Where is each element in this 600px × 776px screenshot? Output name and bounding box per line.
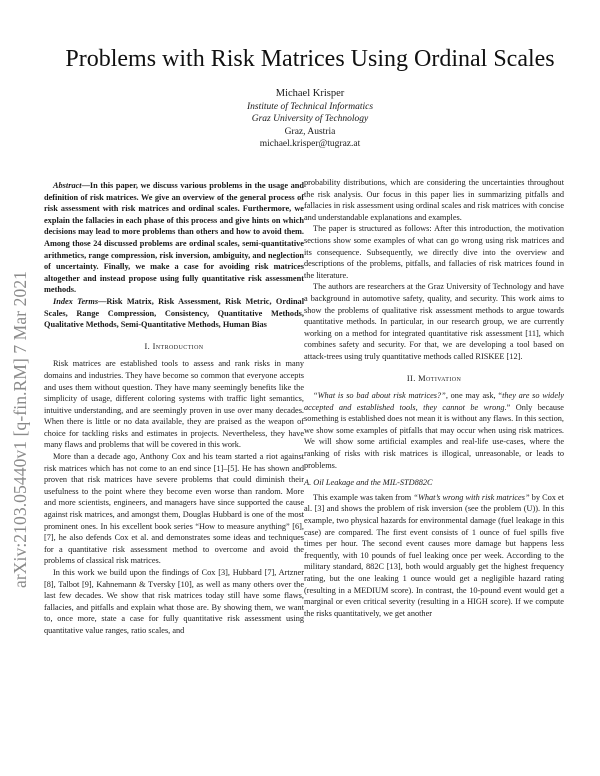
index-terms-lead: Index Terms — [53, 296, 99, 306]
right-column — [304, 177, 564, 619]
author-email: michael.krisper@tugraz.at — [259, 139, 361, 150]
motivation-quote-1-tail: , one may ask, “ — [445, 391, 503, 401]
author-university: Graz University of Technology — [251, 114, 369, 125]
oil-leakage-intro: This example was taken from — [313, 492, 414, 502]
motivation-quote-2: they are so widely accepted and established tools, they cannot be wrong — [304, 391, 564, 412]
index-terms-body: —Risk Matrix, Risk Assessment, Risk Metric, Ordinal Scales, Range Compression, Consistency, Quantitative Methods, Qualitative Methods, Semi-Quantitative Methods, Human Bias — [44, 296, 305, 330]
intro-paragraph-3: In this work we build upon the findings of Cox [3], Hubbard [7], Artzner [8], Talbot [9], Kahnemann & Tversky [10], as well as many others over the last few decades. We show that risk matrices today still have some flaws, fallacies, and pitfalls and explain what those are. By showing them, we want to, once more, state a case for fully quantitative risk assessment using quantitative value ranges, ratio scales, and — [44, 568, 304, 635]
oil-leakage-cited-title: “What’s wrong with risk matrices” — [413, 492, 530, 502]
motivation-paragraph-1 — [304, 390, 564, 471]
motivation-quote-1: “What is so bad about risk matrices?” — [313, 391, 446, 401]
abstract-paragraph — [44, 180, 304, 296]
intro-paragraph-2: More than a decade ago, Anthony Cox and his team started a riot against risk matrices which has not come to an end since [1]–[5]. He has shown and proven that risk matrices have severe problems that could diminish their usefulness to the point where they become even worse than random. More and more scientists, engineers, and managers have since supported the cause against risk matrices, and amongst them, Douglas Hubbard is one of the most prominent ones. In his excellent book series “How to measure anything” [6], [7], he also defends Cox et al. and demonstrates some ideas and techniques for a quantitative risk assessment method to overcome and avoid the problems of classical risk matrices. — [44, 452, 304, 566]
motivation-body: .” Only because something is established does not mean it is without any flaws. In this section, we show some examples of pitfalls that may occur when using risk matrices. We will show some artificial examples and real-life use-cases, where the ranking of risks with risk matrices is illogical, unreasonable, or leads to problems. — [304, 402, 564, 470]
arxiv-identifier: arXiv:2103.05440v1 [q-fin.RM] 7 Mar 2021 — [10, 270, 30, 588]
section-heading-introduction: I. Introduction — [144, 341, 204, 351]
author-location: Graz, Austria — [284, 126, 336, 137]
intro-paragraph-4: The paper is structured as follows: After this introduction, the motivation sections show some examples of what can go wrong using risk matrices and its consequence. Subsequently, we directly dive into the overview and descriptions of the problems, pitfalls, and fallacies of risk matrices found in the literature. — [304, 224, 564, 280]
author-institute: Institute of Technical Informatics — [246, 101, 374, 112]
abstract-lead: Abstract — [53, 181, 82, 190]
paper-title: Problems with Risk Matrices Using Ordinal Scales — [65, 46, 555, 72]
intro-paragraph-1: Risk matrices are established tools to assess and rank risks in many domains and industries. They have become so common that everyone accepts and uses them without question. They have many seemingly benefits like the simplicity of usage, different coloring systems with traffic light semantics, intuitive understanding, and are seemingly proven in use over many decades. When there is little or no data available, they are praised as the weapon of choice for tackling risks and estimates in projects. Nevertheless, they have many flaws and problems that will be covered in this work. — [44, 359, 304, 450]
left-column — [44, 180, 304, 637]
oil-leakage-paragraph — [304, 492, 564, 620]
intro-paragraph-3-continued: probability distributions, which are considering the uncertainties throughout the risk analysis. Our focus in this paper lies in summarizing pitfalls and fallacies in risk assessment using ordinal scales and risk matrices with concise and understandable explanations and examples. — [304, 178, 564, 222]
author-block — [140, 88, 480, 151]
oil-leakage-body: by Cox et al. [3] and shows the problem of risk inversion (see the problem (U)). In this example, two physical hazards for environmental damage (fuel leakage in this case) are compared. The first event consists of 1 ounce of fuel spills five times per hour. The second event causes more damage but happens less frequently, with 10 pounds of fuel leaking once per week. According to the military standard, 882C [13], both would arguably get the highest frequency rating, but the one leaking 1 ounce would get a negligible hazard rating (resulting in a MEDIUM score). In contrast, the 10-pound event would get a marginal or even critical severity (resulting in a HIGH score). If we compute the risks quantitatively, we get another — [304, 492, 564, 618]
intro-paragraph-5: The authors are researchers at the Graz University of Technology and have a background in automotive safety, quality, and security. This work aims to show the problems of qualitative risk assessment methods to argue towards quantitative methods. In particular, in our research group, we are currently working on a method for integrated quantitative risk assessment [11], which combines safety and security. For that, we are developing a tool based on attack-trees using truly quantitative methods called RISKEE [12]. — [304, 282, 564, 361]
abstract-section — [44, 180, 304, 331]
abstract-body: —In this paper, we discuss various problems in the usage and definition of risk matrices. We give an overview of the general process of risk assessment with risk matrices and ordinal scales. Furthermore, we explain the fallacies in each phase of this process and give hints on which decisions may lead to more problems than others and how to avoid them. Among those 24 discussed problems are ordinal scales, semi-quantitative arithmetics, range compression, risk inversion, ambiguity, and neglection of uncertainty. Finally, we make a case for avoiding risk matrices altogether and instead propose using fully quantitative risk assessment methods. — [44, 181, 304, 295]
index-terms-paragraph — [44, 296, 304, 331]
subsection-heading-oil-leakage: A. Oil Leakage and the MIL-STD882C — [304, 478, 433, 488]
section-heading-motivation: II. Motivation — [406, 373, 462, 383]
author-name: Michael Krisper — [275, 88, 345, 99]
